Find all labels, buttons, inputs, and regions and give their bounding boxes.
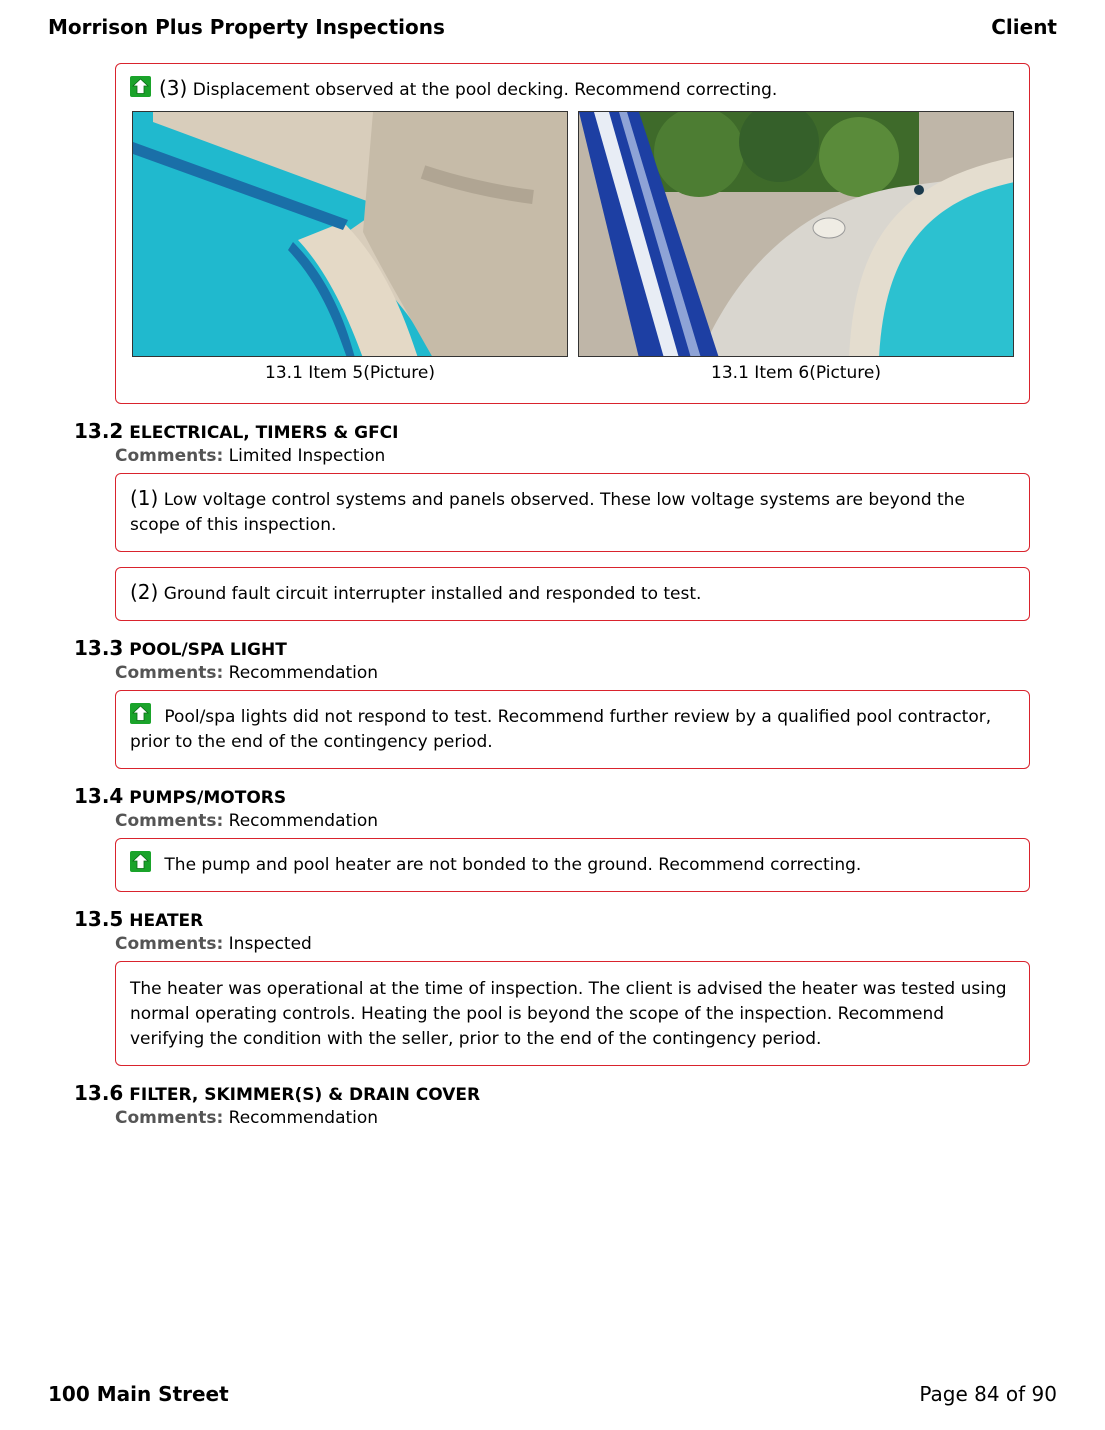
section-13-2-comments: Comments: Limited Inspection (115, 446, 386, 466)
heater-box: The heater was operational at the time of inspection. The client is advised the heater was tested using normal operating controls. Heating the pool is beyond the scope of the inspection. Recommend verifying the condition with the seller, prior to the end of the contingency period. (115, 961, 1030, 1066)
pool-photo-1[interactable] (132, 111, 568, 357)
photo-row (132, 111, 1015, 357)
photo-caption-1: 13.1 Item 5(Picture) (265, 363, 435, 383)
gfci-box: (2) Ground fault circuit interrupter installed and responded to test. (115, 567, 1030, 621)
section-13-5-title: 13.5 HEATER (74, 907, 204, 931)
page-number: Page 84 of 90 (919, 1382, 1057, 1406)
page-header (48, 14, 1057, 40)
section-13-2-title: 13.2 ELECTRICAL, TIMERS & GFCI (74, 419, 399, 443)
section-13-4-title: 13.4 PUMPS/MOTORS (74, 784, 287, 808)
low-voltage-box: (1) Low voltage control systems and panels observed. These low voltage systems are beyond the scope of this inspection. (115, 473, 1030, 552)
section-13-6-title: 13.6 FILTER, SKIMMER(S) & DRAIN COVER (74, 1081, 481, 1105)
pool-photo-2[interactable] (578, 111, 1014, 357)
green-house-icon (130, 703, 151, 724)
pool-decking-text: (3) Displacement observed at the pool decking. Recommend correcting. (130, 76, 1015, 103)
section-13-3-comments: Comments: Recommendation (115, 663, 379, 683)
photo-caption-2: 13.1 Item 6(Picture) (711, 363, 881, 383)
section-13-3-title: 13.3 POOL/SPA LIGHT (74, 636, 287, 660)
property-address: 100 Main Street (48, 1382, 229, 1406)
pump-box: The pump and pool heater are not bonded to the ground. Recommend correcting. (115, 838, 1030, 892)
green-house-icon (130, 76, 151, 97)
green-house-icon (130, 851, 151, 872)
company-name: Morrison Plus Property Inspections (48, 15, 445, 39)
section-13-6-comments: Comments: Recommendation (115, 1108, 379, 1128)
section-13-5-comments: Comments: Inspected (115, 934, 312, 954)
pool-light-box: Pool/spa lights did not respond to test. Recommend further review by a qualified pool contractor, prior to the end of the contingency period. (115, 690, 1030, 769)
pool-decking-box (115, 63, 1030, 404)
client-label: Client (991, 15, 1057, 39)
section-13-4-comments: Comments: Recommendation (115, 811, 379, 831)
photo-captions (132, 361, 1015, 386)
page-footer (48, 1380, 1057, 1408)
